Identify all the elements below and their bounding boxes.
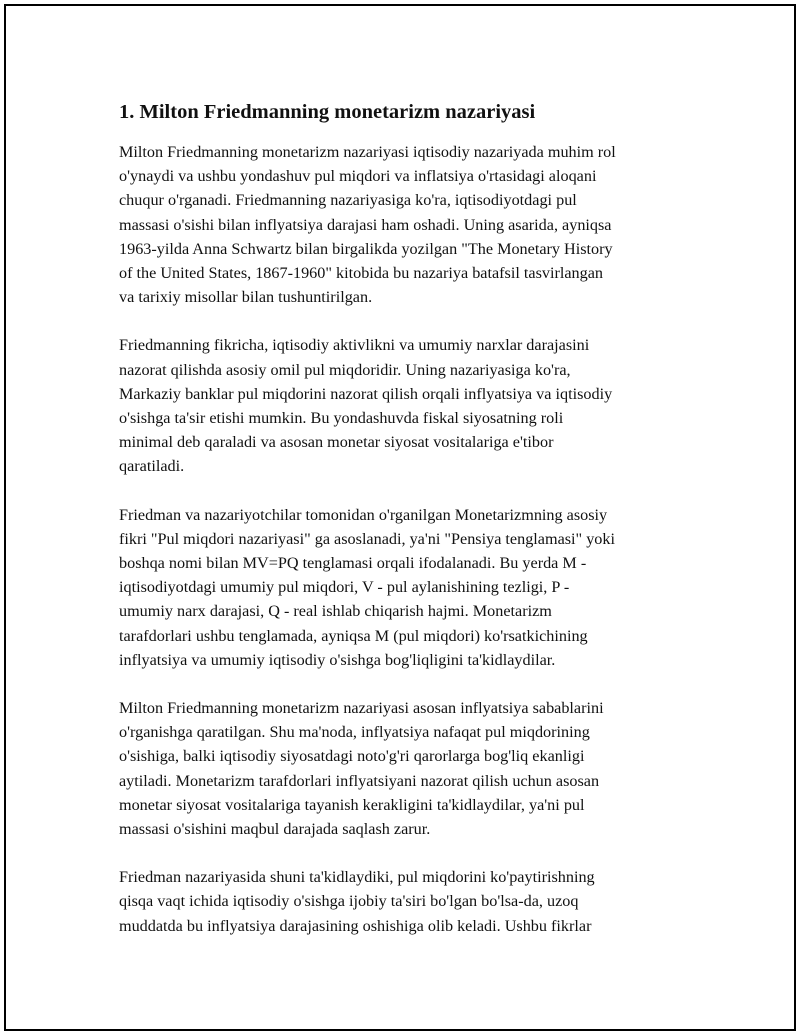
text-line: iqtisodiyotdagi umumiy pul miqdori, V - pul aylanishining tezligi, P - [119, 578, 570, 597]
text-line: Friedman va nazariyotchilar tomonidan o'rganilgan Monetarizmning asosiy [119, 505, 608, 524]
text-line: boshqa nomi bilan MV=PQ tenglamasi orqali ifodalanadi. Bu yerda M - [119, 554, 587, 573]
text-line: Milton Friedmanning monetarizm nazariyasi iqtisodiy nazariyada muhim rol [119, 143, 616, 161]
text-line: of the United States, 1867-1960" kitobida bu nazariya batafsil tasvirlangan [119, 264, 604, 283]
page-frame [4, 4, 796, 1031]
text-line: minimal deb qaraladi va asosan monetar siyosat vositalariga e'tibor [119, 433, 554, 452]
text-line: inflyatsiya va umumiy iqtisodiy o'sishga bog'liqligini ta'kidlaydilar. [119, 650, 556, 669]
paragraph-5 [119, 865, 691, 938]
paragraph-1 [119, 140, 691, 309]
text-line: aytiladi. Monetarizm tarafdorlari inflyatsiyani nazorat qilish uchun asosan [119, 771, 600, 790]
paragraph-4 [119, 696, 691, 841]
section-heading: 1. Milton Friedmanning monetarizm nazariyasi [119, 101, 536, 123]
text-line: va tarixiy misollar bilan tushuntirilgan. [119, 288, 373, 307]
text-line: o'sishga ta'sir etishi mumkin. Bu yondashuvda fiskal siyosatning roli [119, 409, 564, 428]
text-line: qaratiladi. [119, 457, 185, 476]
text-line: o'rganishga qaratilgan. Shu ma'noda, inflyatsiya nafaqat pul miqdorining [119, 723, 590, 742]
text-line: muddatda bu inflyatsiya darajasining oshishiga olib keladi. Ushbu fikrlar [119, 916, 592, 935]
text-line: Markaziy banklar pul miqdorini nazorat qilish orqali inflyatsiya va iqtisodiy [119, 384, 613, 403]
text-line: monetar siyosat vositalariga tayanish kerakligini ta'kidlaydilar, ya'ni pul [119, 795, 585, 814]
text-line: Milton Friedmanning monetarizm nazariyasi asosan inflyatsiya sabablarini [119, 699, 604, 718]
text-line: umumiy narx darajasi, Q - real ishlab chiqarish hajmi. Monetarizm [119, 602, 552, 621]
text-line: chuqur o'rganadi. Friedmanning nazariyasiga ko'ra, iqtisodiyotdagi pul [119, 191, 577, 210]
document-body [119, 98, 691, 962]
text-line: qisqa vaqt ichida iqtisodiy o'sishga ijobiy ta'siri bo'lgan bo'lsa-da, uzoq [119, 892, 579, 911]
paragraph-3 [119, 503, 691, 672]
text-line: 1963-yilda Anna Schwartz bilan birgalikda yozilgan "The Monetary History [119, 239, 613, 258]
text-line: tarafdorlari ushbu tenglamada, ayniqsa M (pul miqdori) ko'rsatkichining [119, 626, 588, 645]
paragraph-2 [119, 333, 691, 478]
text-line: nazorat qilishda asosiy omil pul miqdoridir. Uning nazariyasiga ko'ra, [119, 360, 571, 379]
text-line: Friedmanning fikricha, iqtisodiy aktivlikni va umumiy narxlar darajasini [119, 336, 590, 355]
text-line: fikri "Pul miqdori nazariyasi" ga asoslanadi, ya'ni "Pensiya tenglamasi" yoki [119, 529, 615, 548]
text-line: o'ynaydi va ushbu yondashuv pul miqdori va inflatsiya o'rtasidagi aloqani [119, 167, 597, 186]
text-line: massasi o'sishini maqbul darajada saqlash zarur. [119, 820, 431, 839]
text-line: o'sishiga, balki iqtisodiy siyosatdagi noto'g'ri qarorlarga bog'liq ekanligi [119, 747, 585, 766]
text-line: Friedman nazariyasida shuni ta'kidlaydiki, pul miqdorini ko'paytirishning [119, 868, 595, 887]
text-line: massasi o'sishi bilan inflyatsiya darajasi ham oshadi. Uning asarida, ayniqsa [119, 215, 612, 234]
